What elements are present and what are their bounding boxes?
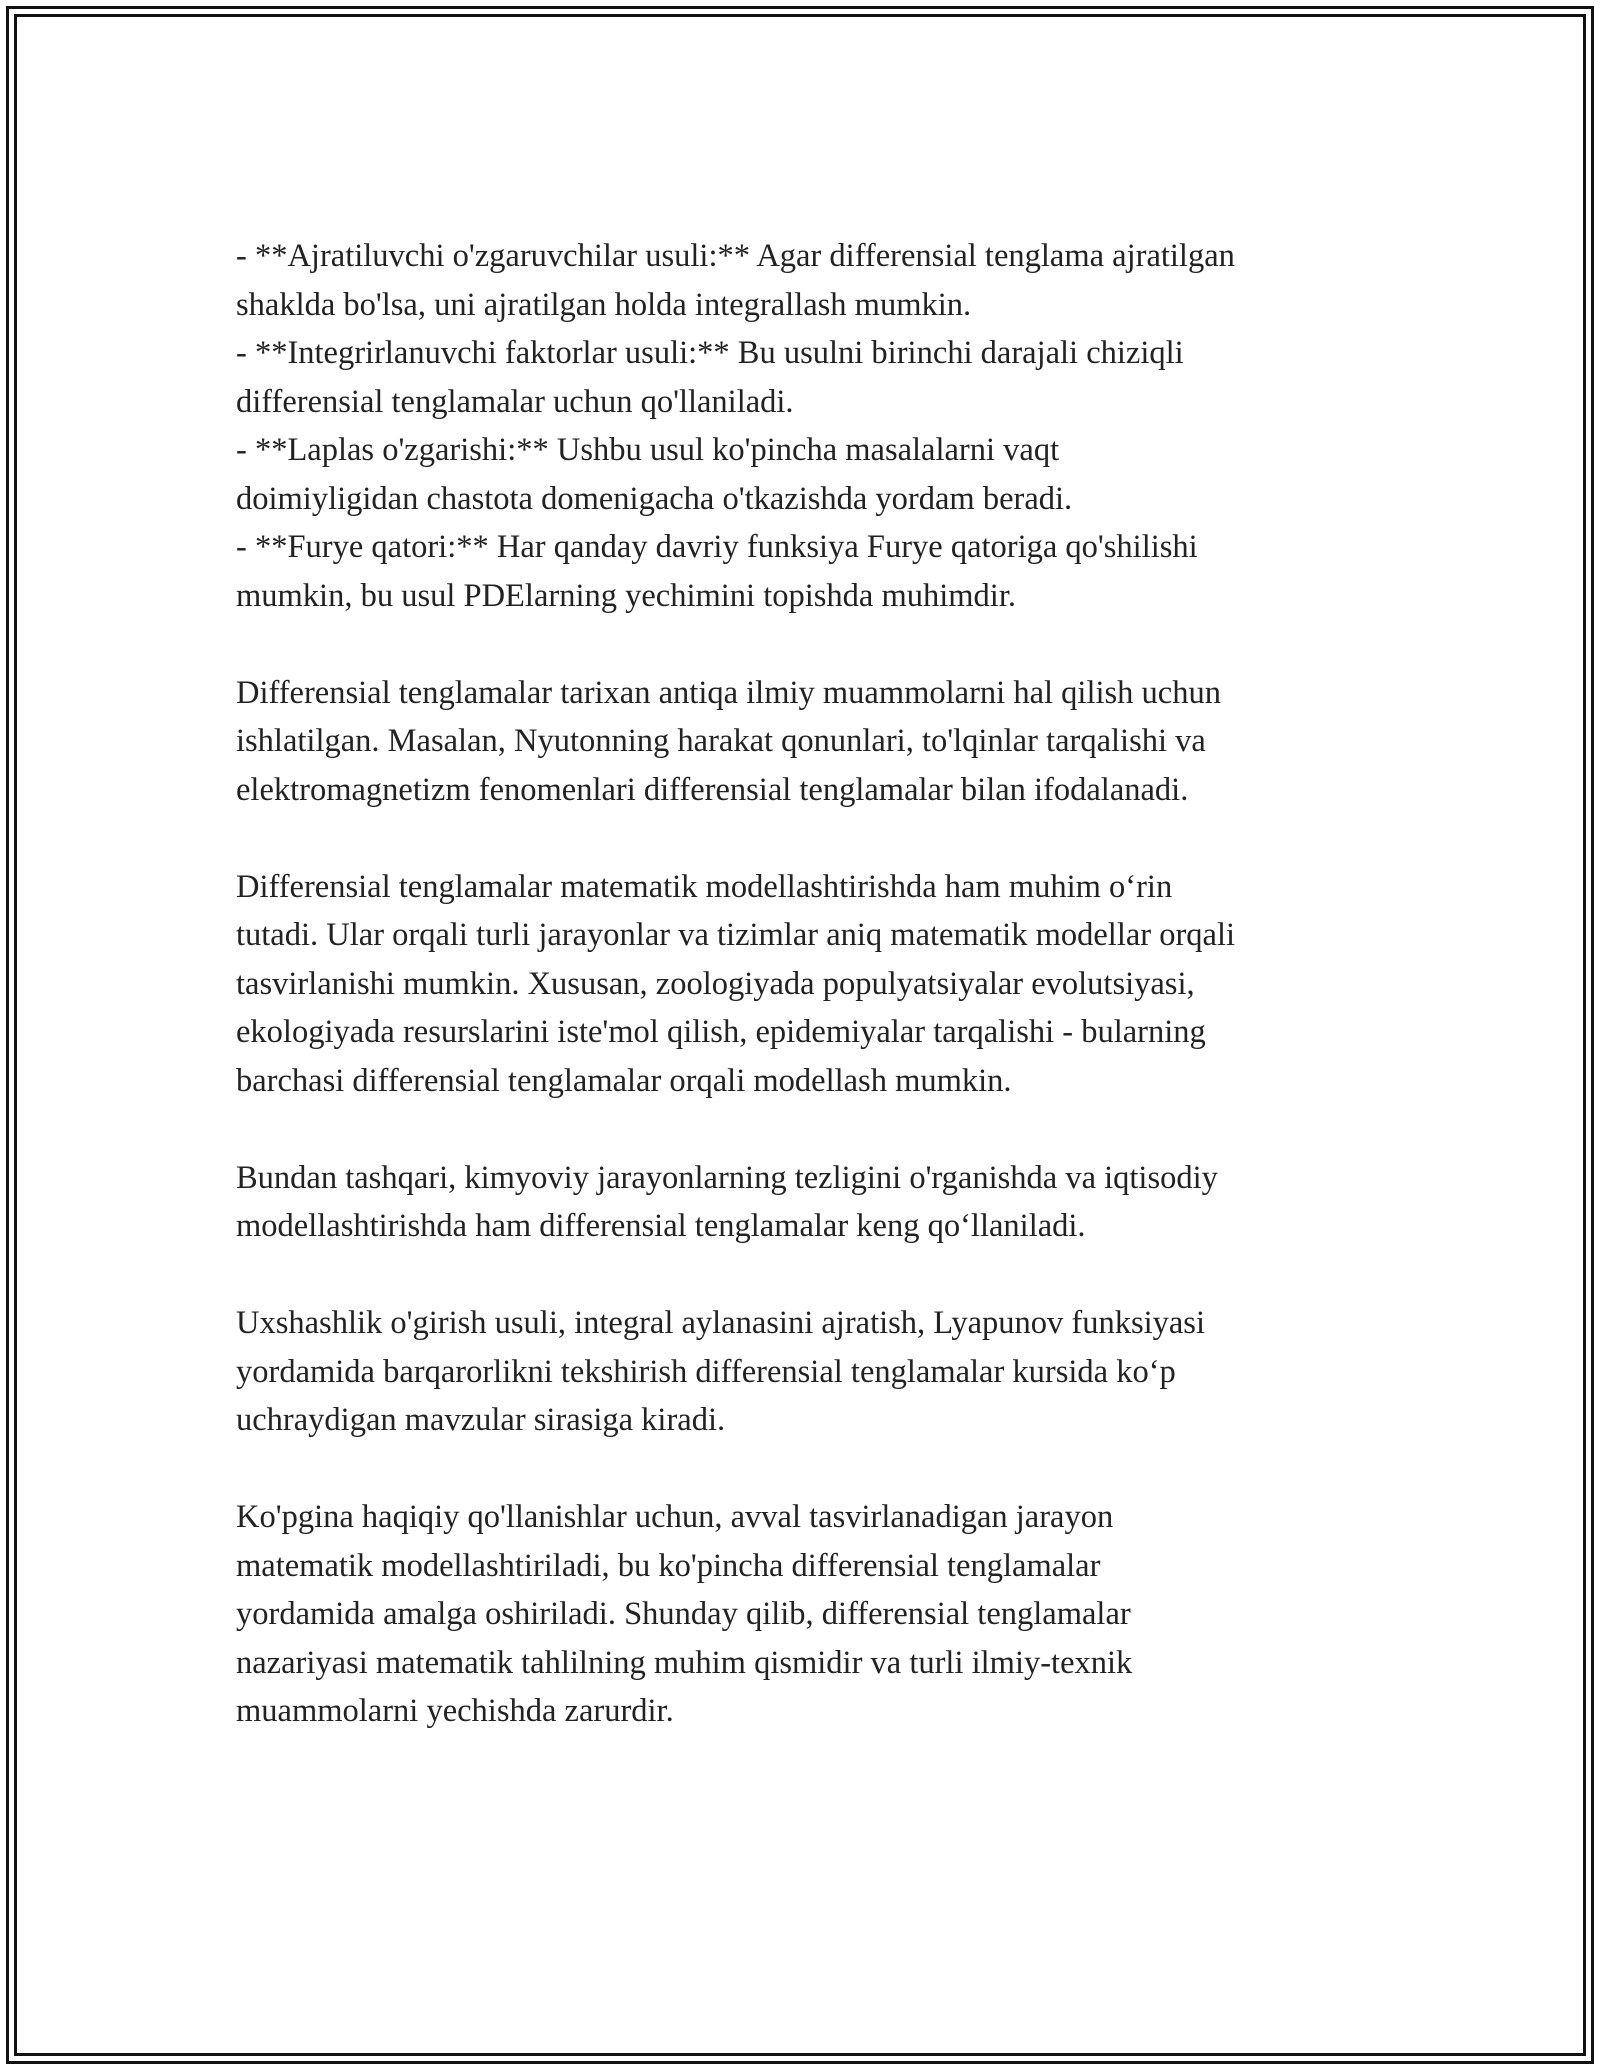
text-line: - **Furye qatori:** Har qanday davriy funksiya Furye qatoriga qo'shilishi (236, 529, 1198, 565)
text-line: Differensial tenglamalar tarixan antiqa ilmiy muammolarni hal qilish uchun (236, 674, 1221, 711)
paragraph-gap (236, 1251, 1396, 1300)
text-line: nazariyasi matematik tahlilning muhim qismidir va turli ilmiy-texnik (236, 1644, 1133, 1681)
text-line: mumkin, bu usul PDElarning yechimini topishda muhimdir. (236, 577, 1016, 614)
text-line: barchasi differensial tenglamalar orqali modellash mumkin. (236, 1062, 1012, 1099)
text-line: Differensial tenglamalar matematik modellashtirishda ham muhim o‘rin (236, 868, 1173, 905)
text-line: - **Laplas o'zgarishi:** Ushbu usul ko'pincha masalalarni vaqt (236, 432, 1060, 468)
text-line: muammolarni yechishda zarurdir. (236, 1693, 674, 1729)
paragraph-gap (236, 814, 1396, 863)
text-line: Bundan tashqari, kimyoviy jarayonlarning tezligini o'rganishda va iqtisodiy (236, 1159, 1218, 1196)
paragraph (236, 863, 1396, 1106)
methods-list (236, 232, 1396, 620)
paragraph (236, 1299, 1396, 1445)
text-line: tasvirlanishi mumkin. Xususan, zoologiyada populyatsiyalar evolutsiyasi, (236, 965, 1195, 1002)
paragraph (236, 1493, 1396, 1736)
text-line: ishlatilgan. Masalan, Nyutonning harakat qonunlari, to'lqinlar tarqalishi va (236, 723, 1206, 759)
text-line: shaklda bo'lsa, uni ajratilgan holda integrallash mumkin. (236, 286, 972, 323)
text-line: Ko'pgina haqiqiy qo'llanishlar uchun, avval tasvirlanadigan jarayon (236, 1499, 1114, 1535)
paragraph-gap (236, 620, 1396, 669)
text-line: yordamida barqarorlikni tekshirish differensial tenglamalar kursida ko‘p (236, 1353, 1176, 1390)
text-line: differensial tenglamalar uchun qo'llaniladi. (236, 383, 794, 420)
text-line: - **Ajratiluvchi o'zgaruvchilar usuli:** Agar differensial tenglama ajratilgan (236, 238, 1235, 274)
paragraph (236, 669, 1396, 815)
text-line: Uxshashlik o'girish usuli, integral aylanasini ajratish, Lyapunov funksiyasi (236, 1305, 1205, 1341)
text-line: matematik modellashtiriladi, bu ko'pincha differensial tenglamalar (236, 1547, 1101, 1584)
text-line: tutadi. Ular orqali turli jarayonlar va tizimlar aniq matematik modellar orqali (236, 917, 1236, 953)
text-line: modellashtirishda ham differensial tenglamalar keng qo‘llaniladi. (236, 1208, 1086, 1244)
text-line: ekologiyada resurslarini iste'mol qilish, epidemiyalar tarqalishi - bularning (236, 1014, 1206, 1050)
text-line: yordamida amalga oshiriladi. Shunday qilib, differensial tenglamalar (236, 1596, 1131, 1632)
paragraph-gap (236, 1105, 1396, 1154)
text-line: uchraydigan mavzular sirasiga kiradi. (236, 1402, 726, 1438)
paragraph-gap (236, 1445, 1396, 1494)
paragraph (236, 1154, 1396, 1251)
text-line: doimiyligidan chastota domenigacha o'tkazishda yordam beradi. (236, 480, 1073, 517)
text-line: elektromagnetizm fenomenlari differensial tenglamalar bilan ifodalanadi. (236, 771, 1189, 808)
text-line: - **Integrirlanuvchi faktorlar usuli:** Bu usulni birinchi darajali chiziqli (236, 335, 1184, 371)
document-body (236, 232, 1396, 1736)
